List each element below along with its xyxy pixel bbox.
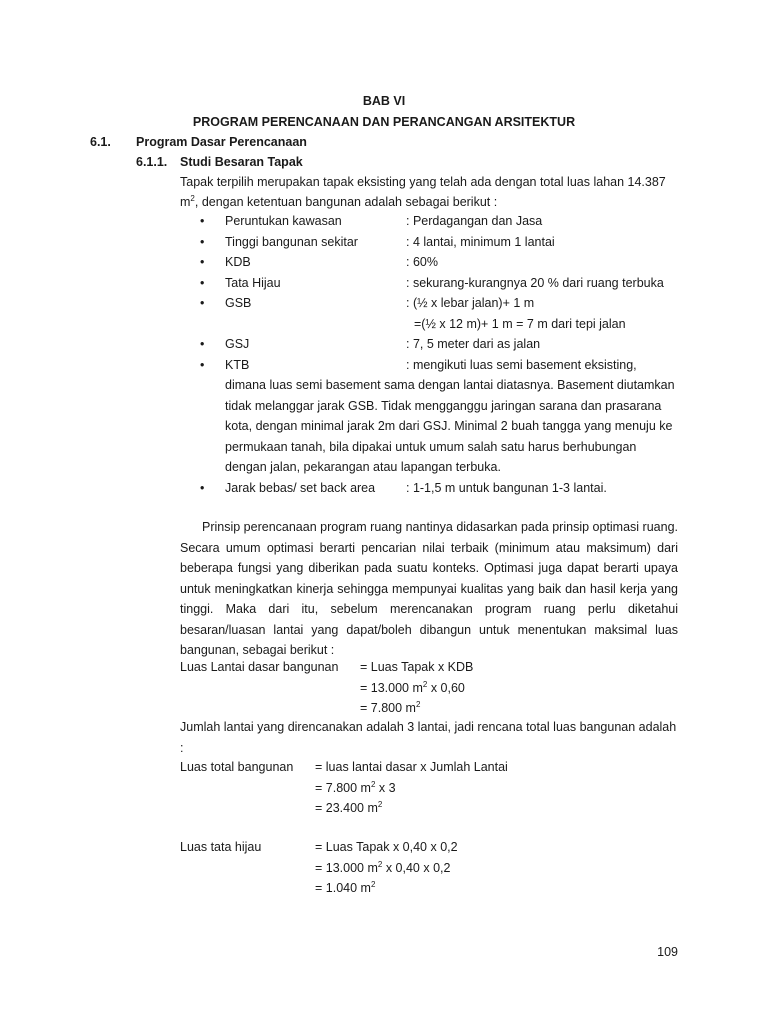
list-item: [200, 478, 680, 499]
bullet-icon: •: [200, 357, 205, 372]
calc-row: [180, 757, 680, 778]
intro-line-2: $m^2$, dengan ketentuan bangunan adalah sebagai berikut :: [180, 193, 498, 209]
item-label: GSB: [225, 296, 252, 310]
ktb-line: dimana luas semi basement sama dengan lantai diatasnya. Basement diutamkan: [225, 378, 675, 392]
item-value: : 60%: [406, 255, 438, 269]
bullet-icon: •: [200, 296, 205, 310]
calc-row: [180, 837, 680, 858]
item-label: KDB: [225, 255, 251, 269]
bullet-icon: •: [200, 337, 205, 351]
list-item: [200, 211, 680, 232]
subsection-number: 6.1.1.: [136, 155, 168, 169]
calc-row: [180, 778, 680, 799]
calc-row: [180, 678, 680, 699]
calc-lantai-dasar: [180, 657, 680, 719]
bullet-icon: •: [200, 480, 205, 495]
item-value: : (½ x lebar jalan)+ 1 m: [406, 296, 535, 310]
item-label: Peruntukan kawasan: [225, 214, 342, 228]
calc-value: = 7.800 $m^2$ x 3: [315, 779, 396, 795]
calc-row: [180, 878, 680, 899]
section-title: Program Dasar Perencanaan: [136, 135, 307, 149]
chapter-heading: BAB VI: [362, 94, 406, 108]
intro-line-1: Tapak terpilih merupakan tapak eksisting yang telah ada dengan total luas lahan 14.387: [180, 175, 666, 189]
item-label: GSJ: [225, 337, 250, 351]
item-label: Tata Hijau: [225, 275, 281, 290]
item-value-continued: =(½ x 12 m)+ 1 m = 7 m dari tepi jalan: [414, 316, 626, 331]
calc-label: Luas Lantai dasar bangunan: [180, 660, 339, 674]
calc-value: = 23.400 $m^2$: [315, 799, 383, 815]
bullet-icon: •: [200, 234, 205, 249]
calc-value: = 7.800 $m^2$: [360, 699, 421, 715]
calc-value: = 13.000 $m^2$ x 0,60: [360, 679, 465, 695]
item-value: : mengikuti luas semi basement eksisting,: [406, 357, 637, 372]
bullet-icon: •: [200, 214, 205, 228]
ktb-line: kota, dengan minimal jarak 2m dari GSJ. Minimal 2 buah tangga yang menuju ke: [225, 419, 673, 433]
calc-tata-hijau: [180, 837, 680, 899]
list-item: [200, 252, 680, 273]
jumlah-lantai-line: Jumlah lantai yang direncanakan adalah 3 lantai, jadi rencana total luas bangunan adalah: [180, 720, 677, 734]
optimization-paragraph: Prinsip perencanaan program ruang nantinya didasarkan pada prinsip optimasi ruang. Secara umum optimasi berarti pencarian nilai terbaik (minimum atau maksimum) dari beberapa fungsi yang diberikan pada suatu konteks. Optimasi juga dapat berarti upaya untuk meningkatkan kinerja sehingga mempunyai kualitas yang baik dan hasil kerja yang tinggi. Maka dari itu, sebelum merencanakan program ruang perlu diketahui besaran/luasan lantai yang dapat/boleh dibangun untuk menentukan maksimal luas bangunan, sebagai berikut :: [180, 520, 678, 657]
item-label: KTB: [225, 357, 250, 372]
list-item: [200, 355, 680, 376]
ktb-line: dengan jalan, pekarangan atau lapangan terbuka.: [225, 460, 501, 474]
list-item: [200, 334, 680, 355]
calc-label: Luas tata hijau: [180, 840, 262, 854]
item-value: : Perdagangan dan Jasa: [406, 214, 543, 228]
list-item: [200, 273, 680, 294]
chapter-title: PROGRAM PERENCANAAN DAN PERANCANGAN ARSITEKTUR: [192, 115, 576, 129]
ktb-line: tidak melanggar jarak GSB. Tidak mengganggu jaringan sarana dan prasarana: [225, 398, 662, 413]
calc-value: = Luas Tapak x KDB: [360, 660, 474, 674]
list-item: [200, 293, 680, 314]
calc-row: [180, 657, 680, 678]
section-number: 6.1.: [90, 135, 111, 149]
subsection-title: Studi Besaran Tapak: [180, 155, 303, 169]
jumlah-lantai-text: [180, 717, 678, 758]
ktb-line: permukaan tanah, bila dipakai untuk umum salah satu harus berhubungan: [225, 439, 637, 454]
calc-total-bangunan: [180, 757, 680, 819]
item-value: : 7, 5 meter dari as jalan: [406, 337, 541, 351]
requirements-list: [200, 211, 680, 498]
calc-value: = 13.000 $m^2$ x 0,40 x 0,2: [315, 859, 451, 875]
page-number: 109: [657, 945, 678, 959]
list-item-continuation: [200, 314, 680, 335]
item-value: : 1-1,5 m untuk bangunan 1-3 lantai.: [406, 480, 607, 495]
ktb-description: [200, 375, 680, 478]
calc-row: [180, 698, 680, 719]
calc-value: = Luas Tapak x 0,40 x 0,2: [315, 840, 458, 854]
calc-value: = 1.040 $m^2$: [315, 879, 376, 895]
item-value: : 4 lantai, minimum 1 lantai: [406, 234, 555, 249]
calc-value: = luas lantai dasar x Jumlah Lantai: [315, 760, 508, 774]
calc-label: Luas total bangunan: [180, 760, 294, 774]
list-item: [200, 232, 680, 253]
calc-row: [180, 798, 680, 819]
item-value: : sekurang-kurangnya 20 % dari ruang terbuka: [406, 275, 664, 290]
bullet-icon: •: [200, 275, 205, 290]
item-label: Jarak bebas/ set back area: [225, 480, 376, 495]
calc-row: [180, 858, 680, 879]
jumlah-lantai-colon: :: [180, 740, 184, 755]
item-label: Tinggi bangunan sekitar: [225, 234, 358, 249]
bullet-icon: •: [200, 255, 205, 269]
